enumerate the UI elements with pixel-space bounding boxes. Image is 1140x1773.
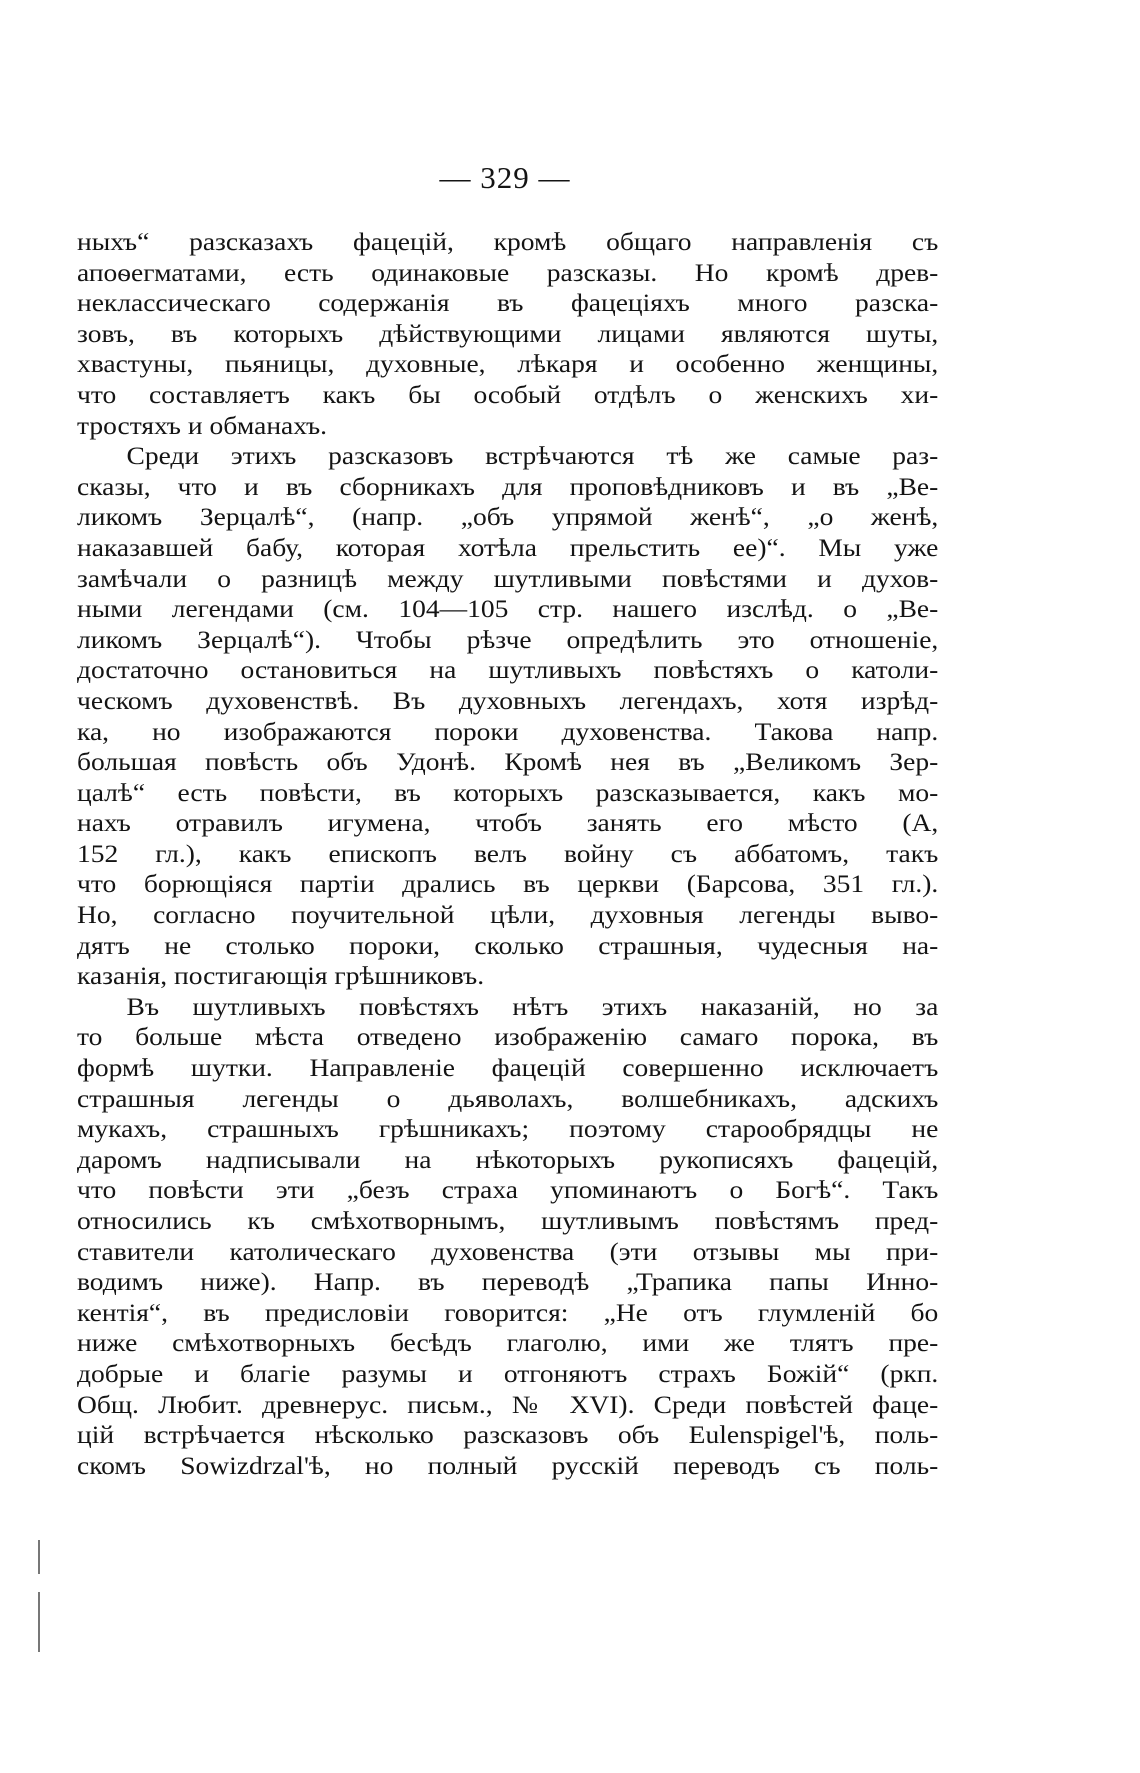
text-line: апоѳегматами, есть одинаковые разсказы. Но кромѣ древ- [77, 259, 939, 287]
text-line: ликомъ Зерцалѣ“, (напр. „объ упрямой женѣ“, „о женѣ, [77, 504, 939, 532]
text-line: Общ. Любит. древнерус. письм., № XVI). Среди повѣстей фаце- [77, 1391, 939, 1419]
text-line: дятъ не столько пороки, сколько страшныя, чудесныя на- [77, 932, 939, 960]
text-line: то больше мѣста отведено изображенію самаго порока, въ [77, 1024, 939, 1052]
text-line: ка, но изображаются пороки духовенства. Такова напр. [77, 718, 939, 746]
paragraph [77, 993, 938, 1483]
text-line: ставители католическаго духовенства (эти отзывы мы при- [77, 1238, 939, 1266]
paragraph [77, 442, 938, 993]
text-line: ческомъ духовенствѣ. Въ духовныхъ легендахъ, хотя изрѣд- [77, 687, 939, 715]
text-line: ныхъ“ разсказахъ фацецій, кромѣ общаго направленія съ [77, 229, 939, 256]
text-line: добрые и благіе разумы и отгоняютъ страхъ Божій“ (ркп. [77, 1360, 939, 1388]
text-line: большая повѣсть объ Удонѣ. Кромѣ нея въ „Великомъ Зер- [77, 749, 939, 777]
text-line: нахъ отравилъ игумена, чтобъ занять его мѣсто (А, [77, 810, 939, 838]
text-line: страшныя легенды о дьяволахъ, волшебникахъ, адскихъ [77, 1085, 939, 1113]
text-line: что составляетъ какъ бы особый отдѣлъ о женскихъ хи- [77, 381, 939, 409]
text-line: водимъ ниже). Напр. въ переводѣ „Трапика папы Инно- [77, 1269, 939, 1297]
page-number: — 329 — [439, 160, 571, 195]
text-line: 152 гл.), какъ епископъ велъ войну съ аббатомъ, такъ [77, 840, 939, 868]
text-line: цій встрѣчается нѣсколько разсказовъ объ Eulenspigel'ѣ, поль- [77, 1422, 939, 1450]
text-line: замѣчали о разницѣ между шутливыми повѣстями и духов- [77, 565, 939, 593]
text-line: наказавшей бабу, которая хотѣла прельстить ее)“. Мы уже [77, 534, 939, 562]
text-line: цалѣ“ есть повѣсти, въ которыхъ разсказывается, какъ мо- [77, 779, 939, 807]
text-line: ными легендами (см. 104—105 стр. нашего изслѣд. о „Ве- [77, 596, 939, 624]
text-line: относились къ смѣхотворнымъ, шутливымъ повѣстямъ пред- [77, 1208, 939, 1235]
text-line: что борющіяся партіи дрались въ церкви (Барсова, 351 гл.). [77, 871, 939, 899]
text-line: зовъ, въ которыхъ дѣйствующими лицами являются шуты, [77, 320, 939, 348]
text-line: тростяхъ и обманахъ. [77, 412, 328, 440]
margin-scan-mark [38, 1592, 40, 1652]
text-line: ликомъ Зерцалѣ“). Чтобы рѣзче опредѣлить это отношеніе, [77, 626, 939, 654]
text-line: сказы, что и въ сборникахъ для проповѣдниковъ и въ „Ве- [77, 473, 939, 501]
text-line: даромъ надписывали на нѣкоторыхъ рукописяхъ фацецій, [77, 1146, 939, 1174]
text-line: ниже смѣхотворныхъ бесѣдъ глаголю, ими же тлятъ пре- [77, 1330, 939, 1358]
paragraph [77, 228, 938, 442]
body-text [77, 228, 938, 1482]
text-line: Въ шутливыхъ повѣстяхъ нѣтъ этихъ наказаній, но за [126, 993, 939, 1021]
text-line: неклассическаго содержанія въ фацеціяхъ много разска- [77, 290, 939, 318]
text-line: казанія, постигающія грѣшниковъ. [77, 963, 485, 991]
text-line: мукахъ, страшныхъ грѣшникахъ; поэтому старообрядцы не [77, 1116, 939, 1144]
text-line: достаточно остановиться на шутливыхъ повѣстяхъ о католи- [77, 657, 939, 685]
text-line: Но, согласно поучительной цѣли, духовныя легенды выво- [77, 902, 939, 930]
margin-scan-mark [38, 1540, 40, 1574]
text-line: формѣ шутки. Направленіе фацецій совершенно исключаетъ [77, 1055, 939, 1083]
text-line: кентія“, въ предисловіи говорится: „Не отъ глумленій бо [77, 1299, 939, 1327]
text-line: Среди этихъ разсказовъ встрѣчаются тѣ же самые раз- [126, 443, 939, 471]
text-line: скомъ Sowizdrzal'ѣ, но полный русскій переводъ съ поль- [77, 1452, 939, 1480]
text-line: что повѣсти эти „безъ страха упоминаютъ о Богѣ“. Такъ [77, 1177, 939, 1205]
text-line: хвастуны, пьяницы, духовные, лѣкаря и особенно женщины, [77, 351, 939, 379]
